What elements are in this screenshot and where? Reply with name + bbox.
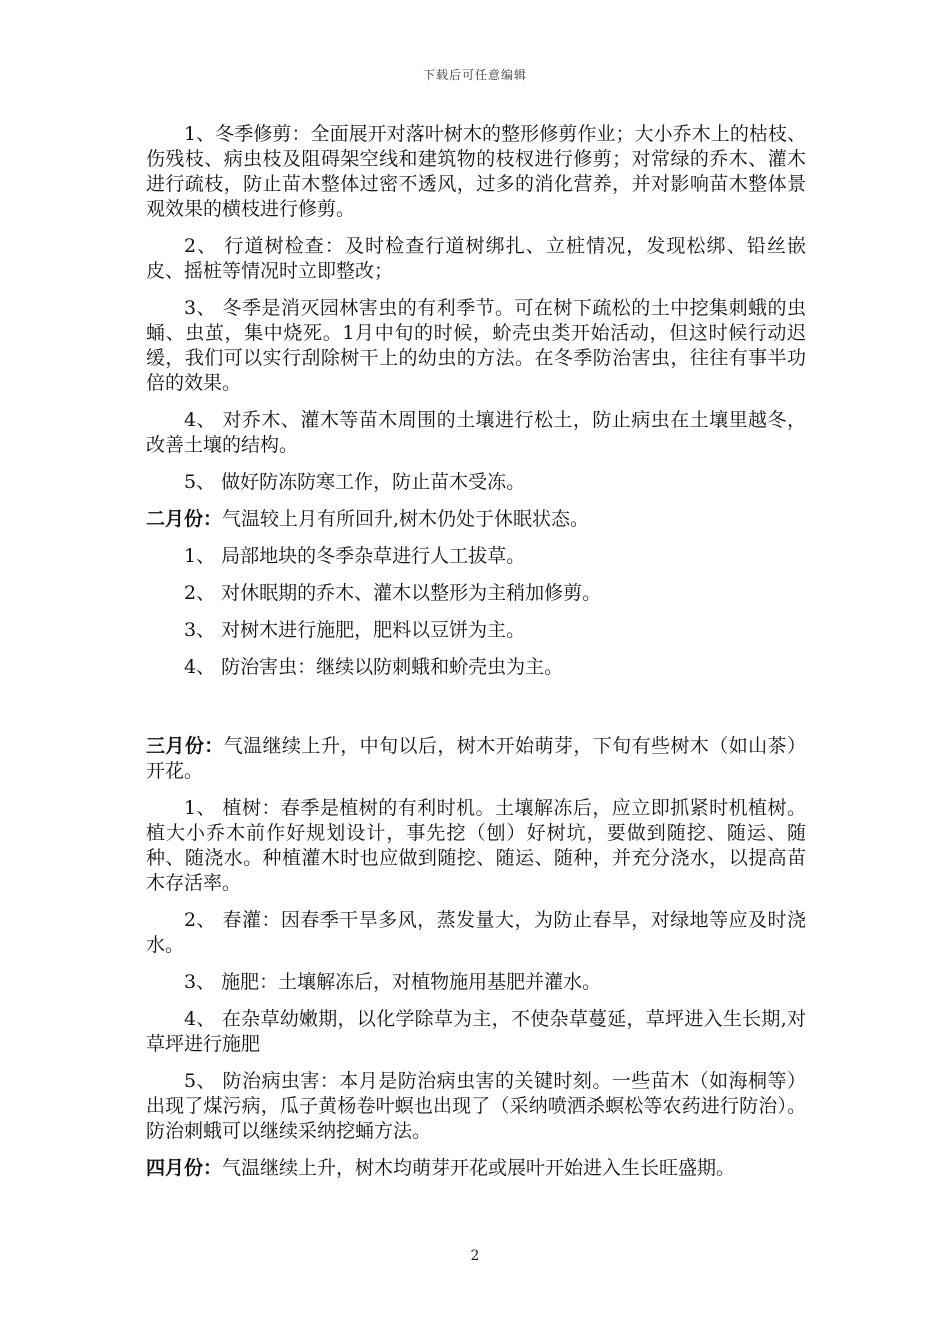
- list-item: 1、 植树：春季是植树的有利时机。土壤解冻后，应立即抓紧时机植树。植大小乔木前作好规划设计，事先挖（刨）好树坑，要做到随挖、随运、随种、随浇水。种植灌木时也应做到随挖、随运、随种，并充分浇水，以提高苗木存活率。: [146, 797, 806, 894]
- list-item: 2、 对休眠期的乔木、灌木以整形为主稍加修剪。: [184, 582, 602, 604]
- list-item: 5、 做好防冻防寒工作，防止苗木受冻。: [184, 471, 526, 493]
- month-description: 气温继续上升，中旬以后，树木开始萌芽，下旬有些树木（如山茶）开花。: [146, 735, 806, 782]
- list-item: 4、 对乔木、灌木等苗木周围的土壤进行松土，防止病虫在土壤里越冬，改善土壤的结构。: [146, 409, 806, 456]
- month-heading-paragraph: [146, 734, 806, 784]
- month-description: 气温继续上升，树木均萌芽开花或展叶开始进入生长旺盛期。: [222, 1157, 736, 1179]
- list-item: 1、 局部地块的冬季杂草进行人工拔草。: [184, 545, 526, 567]
- month-label: 三月份：: [146, 735, 224, 757]
- list-item: 5、 防治病虫害：本月是防治病虫害的关键时刻。一些苗木（如海桐等）出现了煤污病，瓜子黄杨卷叶螟也出现了（采纳喷洒杀螟松等农药进行防治）。防治刺蛾可以继续采纳挖蛹方法。: [146, 1070, 806, 1142]
- list-item: 3、 冬季是消灭园林害虫的有利季节。可在树下疏松的土中挖集刺蛾的虫蛹、虫茧，集中烧死。1月中旬的时候，蚧壳虫类开始活动，但这时候行动迟缓，我们可以实行刮除树干上的幼虫的方法。在冬季防治害虫，往往有事半功倍的效果。: [146, 297, 806, 394]
- document-body: [146, 122, 806, 1193]
- list-item: 3、 对树木进行施肥，肥料以豆饼为主。: [184, 619, 526, 641]
- list-item: 4、 在杂草幼嫩期，以化学除草为主，不使杂草蔓延，草坪进入生长期,对草坪进行施肥: [146, 1008, 806, 1055]
- section-gap: [146, 692, 806, 734]
- page-header: 下载后可任意编辑: [422, 68, 527, 82]
- month-label: 二月份：: [146, 508, 223, 530]
- page-number: 2: [470, 1248, 480, 1264]
- month-heading-paragraph: [146, 1156, 806, 1181]
- list-item: 4、 防治害虫：继续以防刺蛾和蚧壳虫为主。: [184, 656, 564, 678]
- month-description: 气温较上月有所回升,树木仍处于休眠状态。: [222, 508, 590, 530]
- list-item: 2、 春灌：因春季干旱多风，蒸发量大，为防止春旱，对绿地等应及时浇水。: [146, 909, 806, 956]
- list-item: 1、冬季修剪：全面展开对落叶树木的整形修剪作业；大小乔木上的枯枝、伤残枝、病虫枝及阻碍架空线和建筑物的枝杈进行修剪；对常绿的乔木、灌木进行疏枝，防止苗木整体过密不透风，过多的消化营养，并对影响苗木整体景观效果的横枝进行修剪。: [146, 123, 806, 220]
- month-label: 四月份：: [146, 1157, 223, 1179]
- month-heading-paragraph: [146, 507, 806, 532]
- list-item: 3、 施肥：土壤解冻后，对植物施用基肥并灌水。: [184, 971, 602, 993]
- list-item: 2、 行道树检查：及时检查行道树绑扎、立桩情况，发现松绑、铅丝嵌皮、摇桩等情况时立即整改；: [146, 235, 806, 282]
